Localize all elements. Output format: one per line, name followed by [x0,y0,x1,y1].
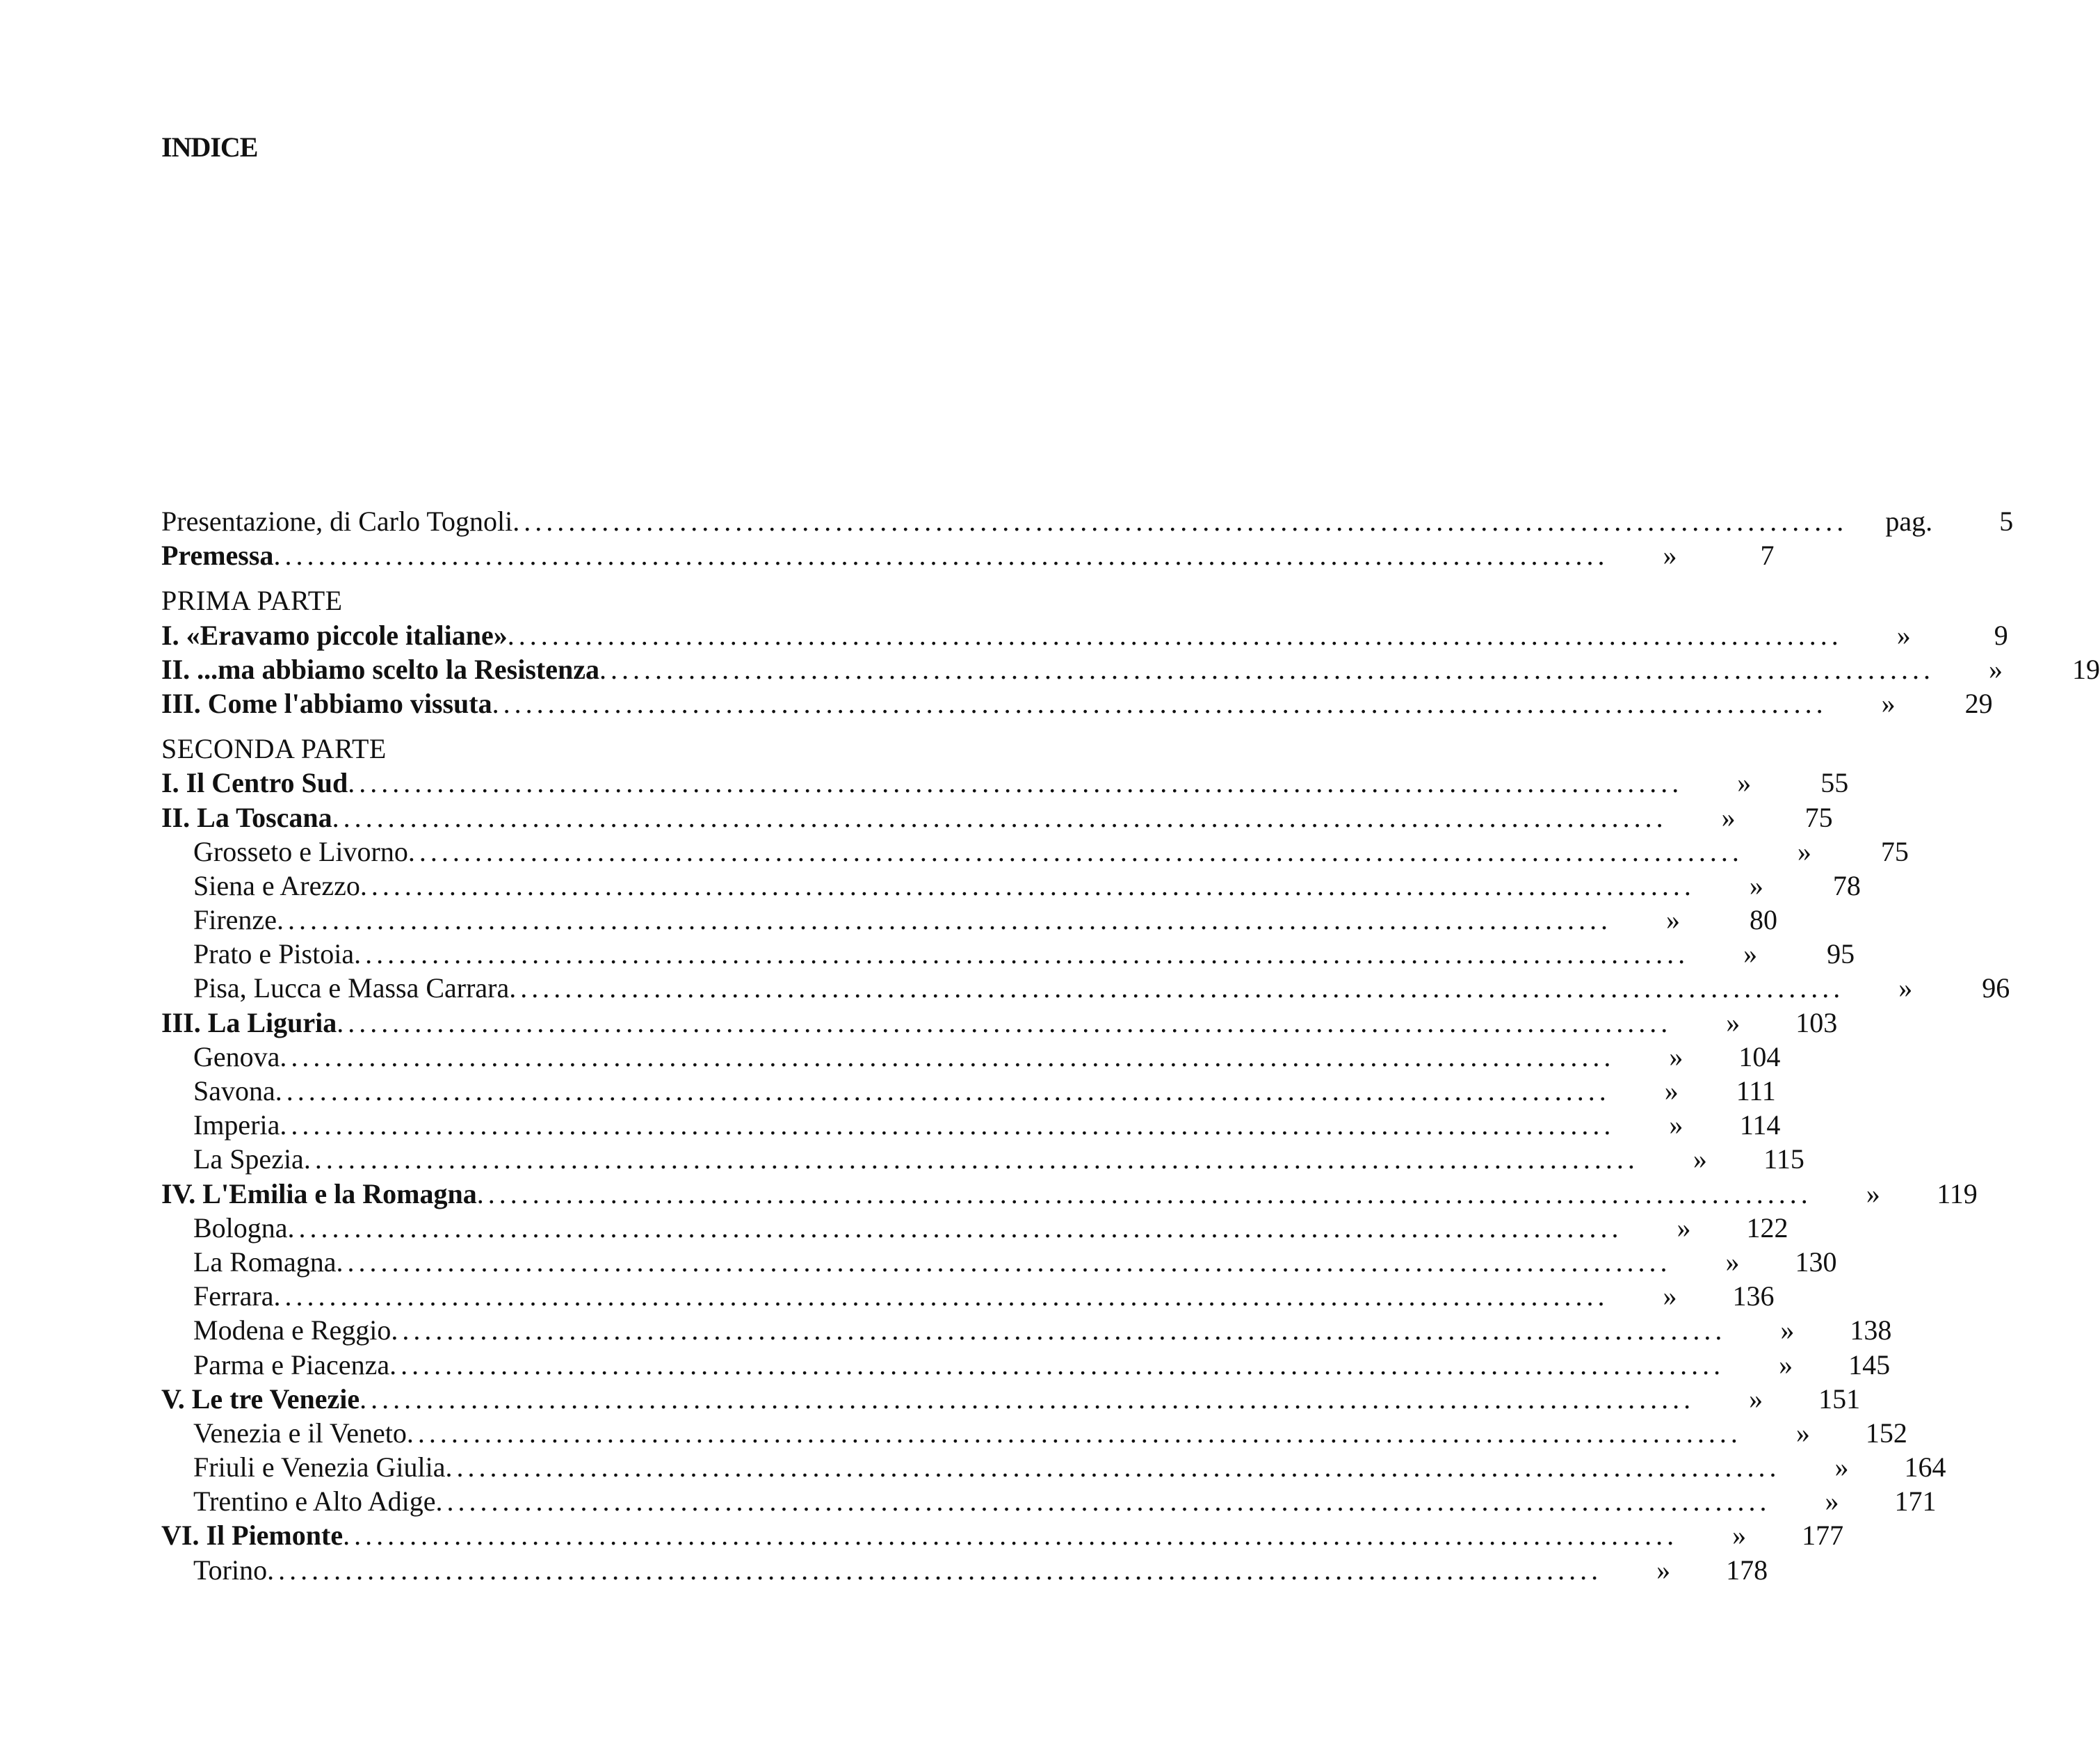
dot-leader: ........................................................................................................................ [476,1177,1812,1209]
toc-entry [161,801,1833,835]
toc-entry-page-number: 29 [1964,687,1993,719]
toc-entry [161,903,1777,937]
toc-entry-title: Savona [193,1075,275,1106]
toc-entry-marker: » [1732,1520,1747,1552]
toc-entry-title: Imperia [193,1109,280,1141]
toc-entry-title: Siena e Arezzo [193,869,360,901]
dot-leader: ........................................................................................................................ [406,1417,1742,1449]
table-of-contents [161,505,2100,1588]
toc-entry-title: II. ...ma abbiamo scelto la Resistenza [161,653,599,685]
toc-entry-marker: » [1834,1451,1849,1483]
dot-leader: ........................................................................................................................ [280,1109,1615,1141]
toc-entry-page-number: 114 [1739,1109,1781,1141]
toc-entry-marker: » [1749,1383,1763,1415]
toc-entry [161,1040,1781,1074]
dot-leader: ........................................................................................................................ [512,506,1848,537]
toc-entry-page-number: 111 [1736,1075,1776,1106]
toc-entry-marker: » [1881,687,1896,719]
toc-entry [161,1246,1837,1280]
toc-entry-marker: » [1669,1040,1683,1072]
toc-entry-title: PRIMA PARTE [161,585,343,617]
toc-entry-marker: » [1898,972,1913,1004]
toc-entry-marker: » [1726,1006,1740,1038]
toc-entry-page-number: 138 [1850,1314,1892,1346]
toc-entry [161,1280,1775,1314]
toc-entry-marker: » [1779,1349,1793,1380]
toc-entry-page-number: 115 [1763,1143,1804,1175]
toc-entry-title: La Spezia [193,1143,304,1175]
dot-leader: ........................................................................................................................ [599,653,1935,685]
toc-entry [161,539,1775,573]
toc-entry-page-number: 80 [1749,904,1777,936]
dot-leader: ........................................................................................................................ [337,1006,1672,1038]
toc-entry-page-number: 119 [1937,1177,1978,1209]
toc-entry [161,766,1849,800]
toc-entry [161,1485,1937,1519]
toc-entry-title: Pisa, Lucca e Massa Carrara [193,972,510,1004]
toc-entry-title: Ferrara [193,1280,274,1312]
toc-entry-title: SECONDA PARTE [161,733,387,765]
toc-entry-marker: » [1749,869,1763,901]
dot-leader: ........................................................................................................................ [267,1554,1603,1586]
toc-entry-title: III. Come l'abbiamo vissuta [161,687,492,719]
toc-entry [161,1451,1946,1485]
toc-entry-page-number: 75 [1804,801,1833,833]
toc-entry-marker: » [1825,1486,1839,1518]
toc-entry-title: Presentazione, di Carlo Tognoli [161,506,513,537]
toc-entry-marker: » [1737,767,1752,799]
toc-entry-marker: » [1797,835,1811,867]
toc-entry-page-number: 19 [2071,653,2100,685]
dot-leader: ........................................................................................................................ [336,1246,1672,1278]
toc-entry-marker: » [1795,1417,1810,1449]
toc-entry-title: Premessa [161,540,274,572]
toc-entry-page-number: 95 [1827,938,1855,970]
toc-entry [161,1314,1892,1348]
toc-entry-page-number: 130 [1795,1246,1837,1278]
toc-entry [161,1383,1861,1417]
toc-entry [161,1006,1838,1040]
toc-entry-title: Bologna [193,1211,288,1243]
toc-entry [161,1109,1781,1143]
toc-entry-title: I. Il Centro Sud [161,767,348,799]
dot-leader: ........................................................................................................................ [389,1349,1725,1380]
toc-entry-page-number: 75 [1880,835,1909,867]
toc-entry-marker: » [1669,1109,1683,1141]
toc-entry-title: V. Le tre Venezie [161,1383,360,1415]
toc-entry-title: Trentino e Alto Adige [193,1486,436,1518]
toc-entry [161,1143,1804,1177]
toc-entry [161,937,1855,972]
toc-entry-page-number: 7 [1760,540,1775,572]
toc-entry-marker: » [1665,904,1680,936]
dot-leader: ........................................................................................................................ [492,687,1827,719]
dot-leader: ........................................................................................................................ [360,869,1695,901]
toc-entry-title: Parma e Piacenza [193,1349,390,1380]
toc-entry-title: Torino [193,1554,268,1586]
toc-entry-page-number: 136 [1732,1280,1775,1312]
dot-leader: ........................................................................................................................ [280,1040,1615,1072]
toc-part-heading [161,732,1054,766]
toc-entry-page-number: 9 [1994,619,2008,651]
toc-entry-marker: » [1693,1143,1707,1175]
toc-entry-marker: » [1896,619,1911,651]
toc-entry-title: Prato e Pistoia [193,938,355,970]
dot-leader: ........................................................................................................................ [343,1520,1679,1552]
toc-entry-page-number: 55 [1820,767,1849,799]
toc-entry-title: Venezia e il Veneto [193,1417,407,1449]
toc-entry [161,869,1861,903]
dot-leader: ........................................................................................................................ [354,938,1690,970]
toc-entry-marker: » [1663,540,1677,572]
toc-entry-marker: » [1988,653,2003,685]
toc-entry-page-number: 171 [1894,1486,1937,1518]
toc-entry-marker: » [1866,1177,1880,1209]
toc-entry-marker: » [1725,1246,1740,1278]
toc-entry-marker: » [1721,801,1736,833]
dot-leader: ........................................................................................................................ [348,767,1683,799]
toc-entry-page-number: 164 [1904,1451,1946,1483]
toc-entry-title: IV. L'Emilia e la Romagna [161,1177,477,1209]
toc-entry-title: II. La Toscana [161,801,332,833]
toc-entry-title: VI. Il Piemonte [161,1520,344,1552]
toc-entry-page-number: 122 [1746,1211,1788,1243]
toc-entry-marker: » [1677,1211,1691,1243]
toc-entry-page-number: 5 [1999,506,2014,537]
toc-entry-page-number: 151 [1818,1383,1861,1415]
toc-entry-page-number: 177 [1802,1520,1844,1552]
dot-leader: ........................................................................................................................ [407,835,1743,867]
dot-leader: ........................................................................................................................ [360,1383,1695,1415]
toc-entry-marker: » [1780,1314,1795,1346]
toc-entry-title: Friuli e Venezia Giulia [193,1451,446,1483]
dot-leader: ........................................................................................................................ [445,1451,1781,1483]
dot-leader: ........................................................................................................................ [276,904,1612,936]
dot-leader: ........................................................................................................................ [273,1280,1609,1312]
toc-entry-title: La Romagna [193,1246,337,1278]
dot-leader: ........................................................................................................................ [435,1486,1771,1518]
toc-part-heading [161,584,1054,618]
toc-entry [161,1211,1788,1246]
toc-entry [161,687,1993,721]
toc-entry-marker: » [1663,1280,1677,1312]
toc-entry-page-number: 78 [1832,869,1861,901]
dot-leader: ........................................................................................................................ [332,801,1667,833]
toc-entry-title: I. «Eravamo piccole italiane» [161,619,508,651]
toc-entry [161,1554,1768,1588]
toc-entry [161,653,2100,687]
page-title: INDICE [161,131,258,163]
toc-entry-page-number: 145 [1848,1349,1891,1380]
toc-entry-title: Genova [193,1040,280,1072]
toc-entry-page-number: 178 [1726,1554,1768,1586]
toc-entry-title: Modena e Reggio [193,1314,391,1346]
toc-entry-title: Firenze [193,904,277,936]
dot-leader: ........................................................................................................................ [507,619,1843,651]
toc-entry-marker: pag. [1885,506,1933,537]
dot-leader: ........................................................................................................................ [509,972,1845,1004]
dot-leader: ........................................................................................................................ [287,1211,1623,1243]
toc-entry-page-number: 152 [1865,1417,1907,1449]
toc-entry [161,1177,1978,1211]
toc-entry [161,835,1909,869]
toc-entry-marker: » [1743,938,1758,970]
toc-entry-title: III. La Liguria [161,1006,337,1038]
toc-entry-marker: » [1656,1554,1671,1586]
toc-entry [161,972,2010,1006]
toc-entry [161,1074,1776,1109]
toc-entry-title: Grosseto e Livorno [193,835,408,867]
toc-entry-page-number: 104 [1738,1040,1781,1072]
toc-entry [161,1519,1844,1553]
dot-leader: ........................................................................................................................ [273,540,1609,572]
dot-leader: ........................................................................................................................ [391,1314,1727,1346]
toc-entry-page-number: 96 [1982,972,2010,1004]
toc-entry-marker: » [1664,1075,1679,1106]
toc-entry [161,505,2014,539]
dot-leader: ........................................................................................................................ [303,1143,1639,1175]
toc-entry [161,1349,1891,1383]
toc-entry [161,619,2008,653]
toc-entry [161,1417,1907,1451]
toc-entry-page-number: 103 [1795,1006,1838,1038]
dot-leader: ........................................................................................................................ [275,1075,1610,1106]
